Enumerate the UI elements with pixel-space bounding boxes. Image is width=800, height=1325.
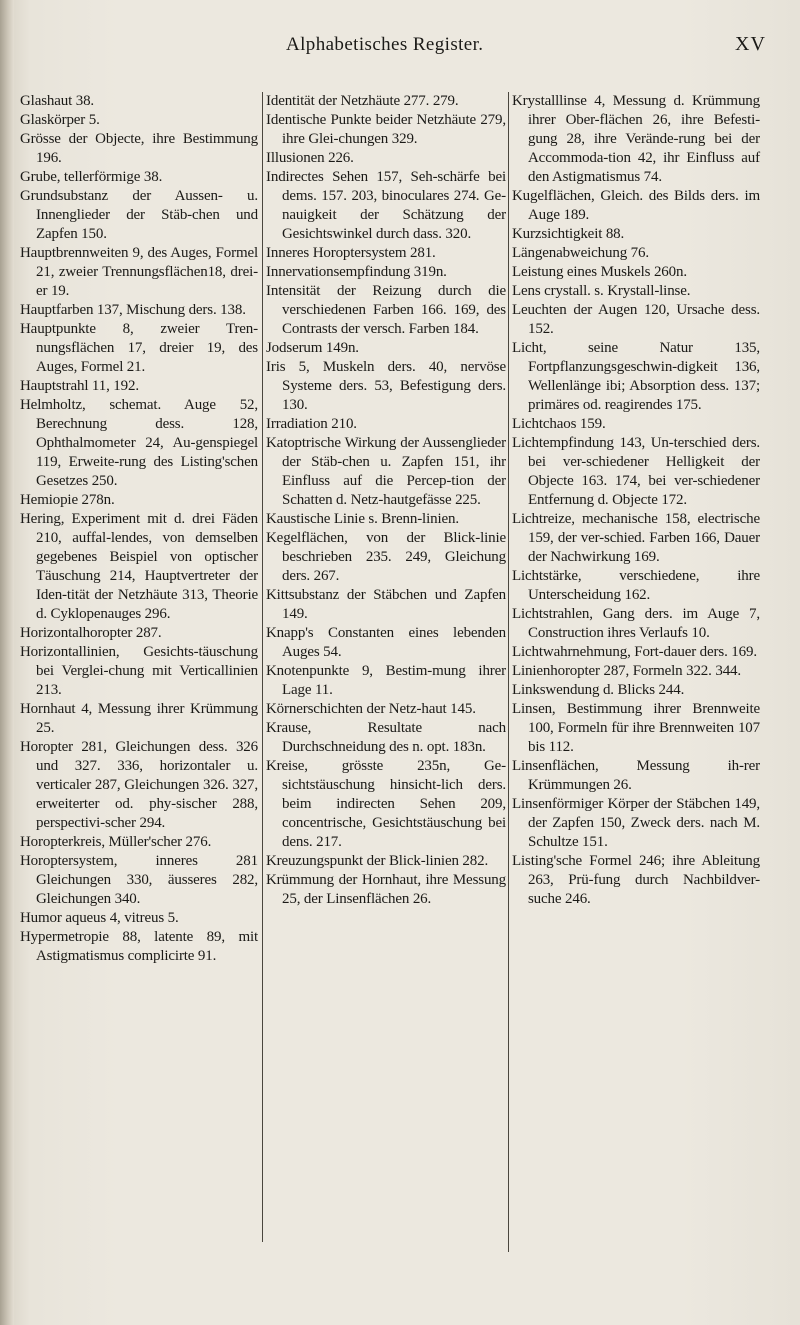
index-entry: Helmholtz, schemat. Auge 52, Berechnung dess. 128, Ophthalmometer 24, Au-genspiegel 119, Erweite-rung des Listing'schen Gesetzes 250. — [20, 397, 258, 489]
index-entry: Listing'sche Formel 246; ihre Ableitung 263, Prü-fung durch Nachbildver-suche 246. — [512, 853, 760, 907]
index-entry: Kurzsichtigkeit 88. — [512, 226, 625, 242]
index-entry: Iris 5, Muskeln ders. 40, nervöse Systeme ders. 53, Befestigung ders. 130. — [266, 359, 506, 413]
page-gutter — [0, 0, 14, 1325]
index-entry: Krystalllinse 4, Messung d. Krümmung ihrer Ober-flächen 26, ihre Befesti-gung 28, ihre Verände-rung bei der Accommoda-tion 42, ihr Einfluss auf den Astigmatismus 74. — [512, 93, 760, 185]
index-entry: Kreuzungspunkt der Blick-linien 282. — [266, 853, 489, 869]
index-entry: Hauptpunkte 8, zweier Tren-nungsflächen 17, dreier 19, des Auges, Formel 21. — [20, 321, 258, 375]
index-entry: Hauptfarben 137, Mischung ders. 138. — [20, 302, 246, 318]
index-entry: Horizontalhoropter 287. — [20, 625, 162, 641]
running-title: Alphabetisches Register. — [286, 34, 484, 55]
index-entry: Hauptstrahl 11, 192. — [20, 378, 139, 394]
index-entry: Linkswendung d. Blicks 244. — [512, 682, 685, 698]
index-entry: Längenabweichung 76. — [512, 245, 649, 261]
index-entry: Lichtempfindung 143, Un-terschied ders. bei ver-schiedener Helligkeit der Objecte 163. 174, bei ver-schiedener Entfernung d. Objecte 172. — [512, 435, 760, 508]
index-entry: Identität der Netzhäute 277. 279. — [266, 93, 459, 109]
index-entry: Grube, tellerförmige 38. — [20, 169, 163, 185]
index-entry: Krümmung der Hornhaut, ihre Messung 25, der Linsenflächen 26. — [266, 872, 506, 907]
index-entry: Körnerschichten der Netz-haut 145. — [266, 701, 476, 717]
index-entry: Kaustische Linie s. Brenn-linien. — [266, 511, 459, 527]
index-entry: Knapp's Constanten eines lebenden Auges 54. — [266, 625, 506, 660]
index-entry: Hauptbrennweiten 9, des Auges, Formel 21, zweier Trennungsflächen18, drei-er 19. — [20, 245, 258, 299]
index-entry: Lens crystall. s. Krystall-linse. — [512, 283, 691, 299]
index-entry: Kittsubstanz der Stäbchen und Zapfen 149. — [266, 587, 506, 622]
index-entry: Horopterkreis, Müller'scher 276. — [20, 834, 212, 850]
index-entry: Lichtstrahlen, Gang ders. im Auge 7, Construction ihres Verlaufs 10. — [512, 606, 760, 641]
index-entry: Hypermetropie 88, latente 89, mit Astigmatismus complicirte 91. — [20, 929, 258, 964]
index-entry: Glashaut 38. — [20, 93, 95, 109]
index-entry: Horopter 281, Gleichungen dess. 326 und 327. 336, horizontaler u. verticaler 287, Gleichungen 326. 327, erweiterter od. phy-sischer 288, perspectivi-scher 294. — [20, 739, 258, 831]
index-entry: Horoptersystem, inneres 281 Gleichungen 330, äusseres 282, Gleichungen 340. — [20, 853, 258, 907]
index-entry: Identische Punkte beider Netzhäute 279, ihre Glei-chungen 329. — [266, 112, 506, 147]
index-entry: Irradiation 210. — [266, 416, 357, 432]
index-entry: Grösse der Objecte, ihre Bestimmung 196. — [20, 131, 258, 166]
index-entry: Humor aqueus 4, vitreus 5. — [20, 910, 179, 926]
column-divider — [508, 92, 509, 1252]
index-entry: Kugelflächen, Gleich. des Bilds ders. im Auge 189. — [512, 188, 760, 223]
index-entry: Kegelflächen, von der Blick-linie beschrieben 235. 249, Gleichung ders. 267. — [266, 530, 506, 584]
index-entry: Glaskörper 5. — [20, 112, 100, 128]
index-entry: Katoptrische Wirkung der Aussenglieder der Stäb-chen u. Zapfen 151, ihr Einfluss auf die Percep-tion der Schatten d. Netz-hautgefässe 225. — [266, 435, 506, 508]
index-entry: Lichtwahrnehmung, Fort-dauer ders. 169. — [512, 644, 757, 660]
index-entry: Inneres Horoptersystem 281. — [266, 245, 436, 261]
index-entry: Leuchten der Augen 120, Ursache dess. 152. — [512, 302, 760, 337]
index-entry: Illusionen 226. — [266, 150, 354, 166]
page-header — [0, 20, 800, 56]
index-column-2 — [266, 92, 506, 909]
index-column-1 — [20, 92, 258, 966]
index-column-3 — [512, 92, 760, 909]
page-number: XV — [735, 33, 766, 55]
index-entry: Indirectes Sehen 157, Seh-schärfe bei dems. 157. 203, binoculares 274. Ge-nauigkeit der Schätzung der Gesichtswinkel durch dass. 320. — [266, 169, 506, 242]
index-entry: Linsenflächen, Messung ih-rer Krümmungen 26. — [512, 758, 760, 793]
index-entry: Linienhoropter 287, Formeln 322. 344. — [512, 663, 742, 679]
index-entry: Hering, Experiment mit d. drei Fäden 210, auffal-lendes, von demselben gegebenes Beispiel von optischer Täuschung 214, Hauptvertreter der Iden-tität der Netzhäute 313, Theorie d. Cyklopenauges 296. — [20, 511, 258, 622]
index-entry: Licht, seine Natur 135, Fortpflanzungsgeschwin-digkeit 136, Wellenlänge ibi; Absorption dess. 137; primäres od. reagirendes 175. — [512, 340, 760, 413]
index-entry: Hemiopie 278n. — [20, 492, 115, 508]
index-entry: Linsen, Bestimmung ihrer Brennweite 100, Formeln für ihre Brennweiten 107 bis 112. — [512, 701, 760, 755]
index-entry: Hornhaut 4, Messung ihrer Krümmung 25. — [20, 701, 258, 736]
index-entry: Horizontallinien, Gesichts-täuschung bei Verglei-chung mit Verticallinien 213. — [20, 644, 258, 698]
index-entry: Lichtchaos 159. — [512, 416, 606, 432]
index-entry: Lichtreize, mechanische 158, electrische 159, der ver-schied. Farben 166, Dauer der Nachwirkung 169. — [512, 511, 760, 565]
index-entry: Jodserum 149n. — [266, 340, 359, 356]
index-entry: Leistung eines Muskels 260n. — [512, 264, 687, 280]
index-entry: Linsenförmiger Körper der Stäbchen 149, der Zapfen 150, Zweck ders. nach M. Schultze 151. — [512, 796, 760, 850]
index-entry: Knotenpunkte 9, Bestim-mung ihrer Lage 11. — [266, 663, 506, 698]
index-entry: Innervationsempfindung 319n. — [266, 264, 447, 280]
index-entry: Grundsubstanz der Aussen- u. Innenglieder der Stäb-chen und Zapfen 150. — [20, 188, 258, 242]
index-entry: Intensität der Reizung durch die verschiedenen Farben 166. 169, des Contrasts der versch. Farben 184. — [266, 283, 506, 337]
index-entry: Kreise, grösste 235n, Ge-sichtstäuschung hinsicht-lich ders. beim indirecten Sehen 209, concentrische, Gesichtstäuschung bei dens. 217. — [266, 758, 506, 850]
column-divider — [262, 92, 263, 1242]
index-entry: Lichtstärke, verschiedene, ihre Unterscheidung 162. — [512, 568, 760, 603]
index-entry: Krause, Resultate nach Durchschneidung des n. opt. 183n. — [266, 720, 506, 755]
